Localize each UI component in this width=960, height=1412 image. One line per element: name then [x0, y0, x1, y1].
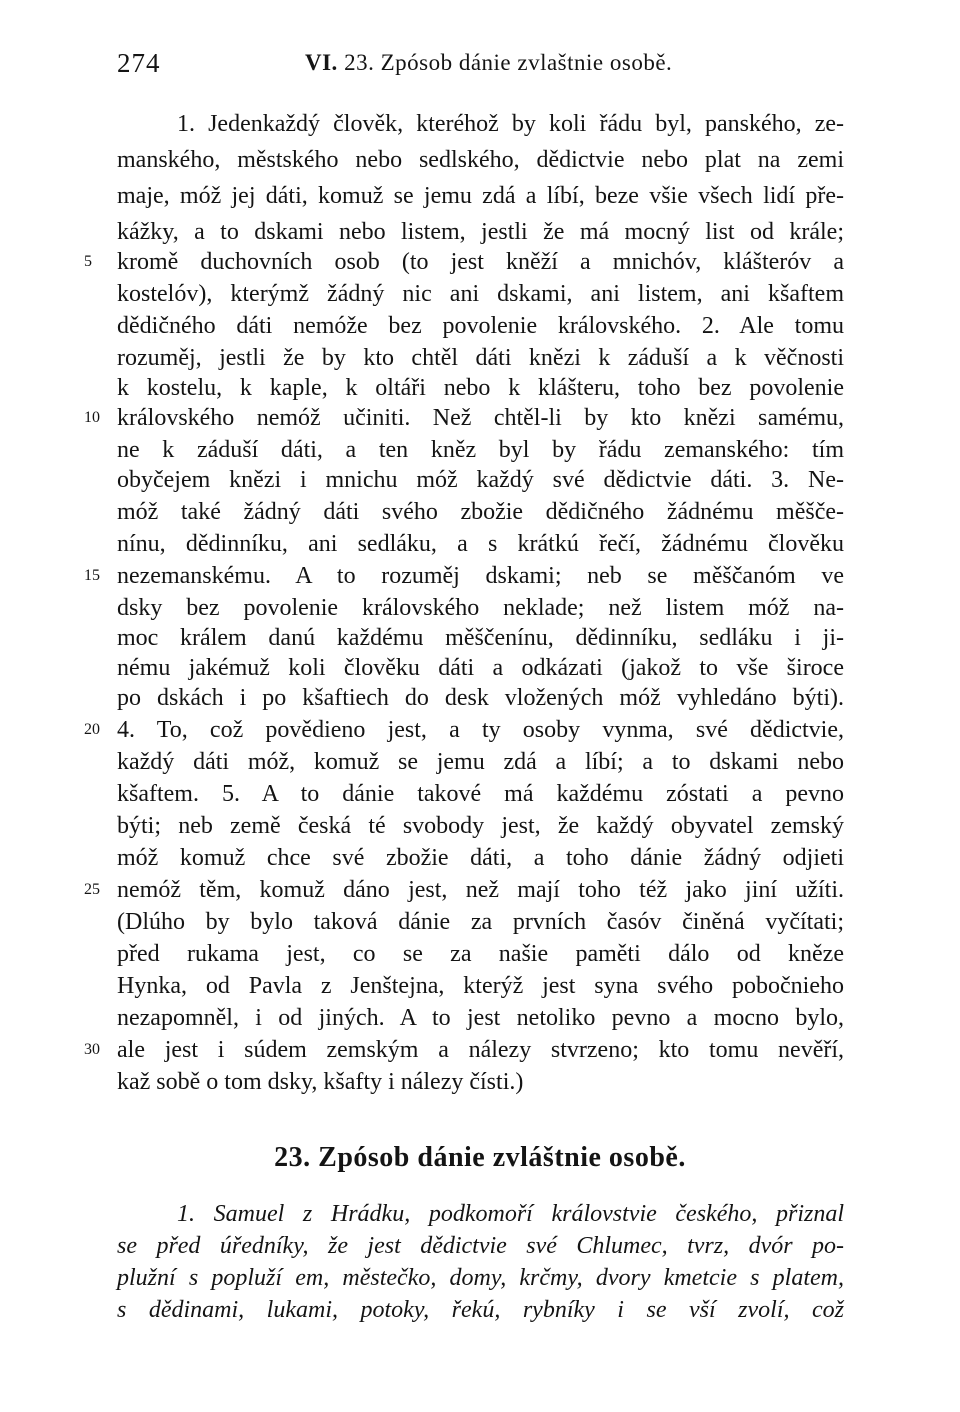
text-line: kážky, a to dskami nebo listem, jestli že má mocný list od krále; [117, 219, 844, 245]
text-line: 4. To, což povědieno jest, a ty osoby vynma, své dědictvie, [117, 717, 844, 743]
running-title [305, 50, 672, 76]
text-line: kaž sobě o tom dsky, kšafty i nálezy čísti.) [117, 1069, 524, 1095]
line-number: 10 [84, 409, 100, 426]
line-number: 15 [84, 567, 100, 584]
section-line: s dědinami, lukami, potoky, řekú, rybníky i se vší zvolí, což [117, 1297, 844, 1323]
line-number: 5 [84, 253, 92, 270]
text-line: ne k záduší dáti, a ten kněz byl by řádu zemanského: tím [117, 437, 844, 463]
line-number: 25 [84, 881, 100, 898]
text-line: královského nemóž učiniti. Než chtěl-li by kto knězi samému, [117, 405, 844, 431]
text-line: nínu, dědinníku, ani sedláku, a s krátkú řečí, žádnému člověku [117, 531, 844, 557]
section-heading: 23. Zpósob dánie zvláštnie osobě. [274, 1142, 686, 1173]
text-line: móž také žádný dáti svého zbožie dědičného žádnému měšče- [117, 499, 844, 525]
section-line: 1. Samuel z Hrádku, podkomoří královstvie českého, přiznal [177, 1201, 844, 1227]
text-line: maje, móž jej dáti, komuž se jemu zdá a líbí, beze všie všech lidí pře- [117, 183, 844, 209]
line-number: 20 [84, 721, 100, 738]
section-numeral: VI. [305, 50, 338, 75]
text-line: dědičného dáti nemóže bez povolenie královského. 2. Ale tomu [117, 313, 844, 339]
line-number: 30 [84, 1041, 100, 1058]
text-line: 1. Jedenkaždý člověk, kteréhož by koli řádu byl, panského, ze- [177, 111, 844, 137]
text-line: obyčejem knězi i mnichu móž každý své dědictvie dáti. 3. Ne- [117, 467, 844, 493]
text-line: k kostelu, k kaple, k oltáři nebo k klášteru, toho bez povolenie [117, 375, 844, 401]
text-line: manského, městského nebo sedlského, dědictvie nebo plat na zemi [117, 147, 844, 173]
text-line: kostelóv), kterýmž žádný nic ani dskami, ani listem, ani kšaftem [117, 281, 844, 307]
text-line: býti; neb země česká té svobody jest, že každý obyvatel zemský [117, 813, 844, 839]
text-line: Hynka, od Pavla z Jenštejna, kterýž jest syna svého pobočnieho [117, 973, 844, 999]
running-title-text: 23. Zpósob dánie zvlaštnie osobě. [344, 50, 673, 75]
text-line: nému jakémuž koli člověku dáti a odkázati (jakož to vše široce [117, 655, 844, 681]
text-line: moc králem danú každému měščenínu, dědinníku, sedláku i ji- [117, 625, 844, 651]
text-line: kromě duchovních osob (to jest kněží a mnichóv, klášteróv a [117, 249, 844, 275]
text-line: nezemanskému. A to rozuměj dskami; neb se měščanóm ve [117, 563, 844, 589]
text-line: nemóž těm, komuž dáno jest, než mají toho též jako jiní užíti. [117, 877, 844, 903]
text-line: ale jest i súdem zemským a nálezy stvrzeno; kto tomu nevěří, [117, 1037, 844, 1063]
text-line: každý dáti móž, komuž se jemu zdá a líbí; a to dskami nebo [117, 749, 844, 775]
page-number: 274 [117, 48, 161, 78]
text-line: před rukama jest, co se za našie paměti dálo od kněze [117, 941, 844, 967]
text-line: dsky bez povolenie královského neklade; než listem móž na- [117, 595, 844, 621]
section-line: se před úředníky, že jest dědictvie své Chlumec, tvrz, dvór po- [117, 1233, 844, 1259]
text-line: móž komuž chce své zbožie dáti, a toho dánie žádný odjieti [117, 845, 844, 871]
text-line: rozuměj, jestli že by kto chtěl dáti knězi k záduší a k věčnosti [117, 345, 844, 371]
text-line: kšaftem. 5. A to dánie takové má každému zóstati a pevno [117, 781, 844, 807]
running-header [0, 48, 960, 88]
section-line: plužní s popluží em, městečko, domy, krčmy, dvory kmetcie s platem, [117, 1265, 844, 1291]
text-line: (Dlúho by bylo taková dánie za prvních časóv činěná vyčítati; [117, 909, 844, 935]
text-line: nezapomněl, i od jiných. A to jest netoliko pevno a mocno bylo, [117, 1005, 844, 1031]
text-line: po dskách i po kšaftiech do desk vložených móž vyhledáno býti). [117, 685, 844, 711]
